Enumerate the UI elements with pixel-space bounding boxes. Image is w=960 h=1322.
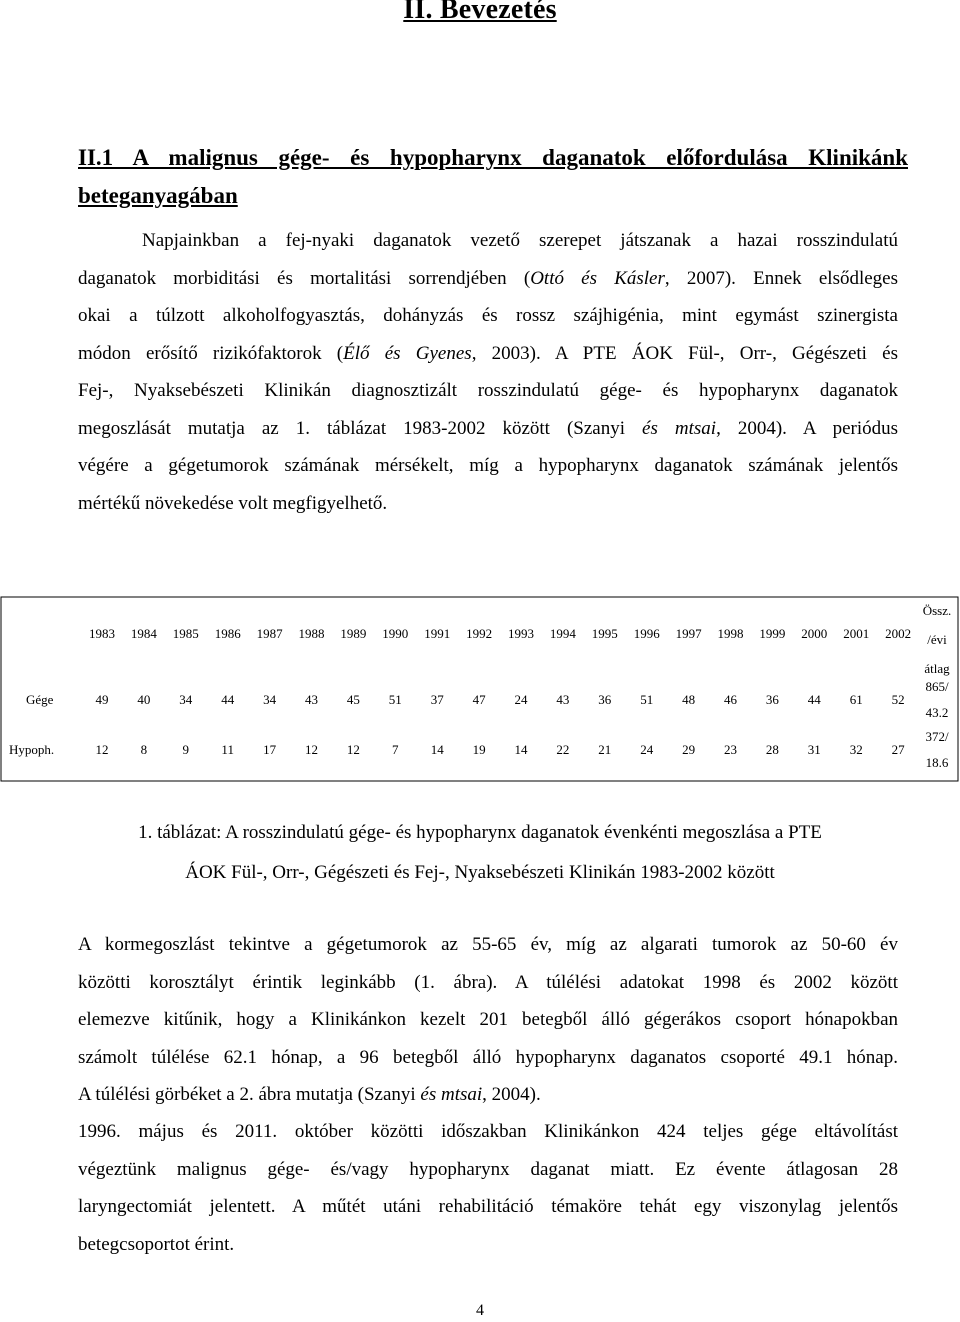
row-total-line: 865/ <box>925 679 949 694</box>
table-cell: 44 <box>221 692 235 707</box>
data-table <box>0 596 960 782</box>
text-line: számolt túlélése 62.1 hónap, a 96 betegből álló hypopharynx daganatos csoporté 49.1 hónap. <box>78 1046 898 1068</box>
table-cell: 51 <box>388 692 402 707</box>
year-header: 1989 <box>340 626 367 641</box>
year-header: 1991 <box>424 626 451 641</box>
table-cell: 11 <box>221 742 234 757</box>
text-line: Fej-, Nyaksebészeti Klinikán diagnosztizált rosszindulatú gége- és hypopharynx daganatok <box>78 380 898 401</box>
text-line: Napjainkban a fej-nyaki daganatok vezető szerepet játszanak a hazai rosszindulatú <box>142 230 898 251</box>
total-header-line: átlag <box>924 661 950 676</box>
year-header: 1999 <box>759 626 786 641</box>
year-header: 2001 <box>843 626 870 641</box>
caption-line: 1. táblázat: A rosszindulatú gége- és hypopharynx daganatok évenkénti megoszlása a PTE <box>138 822 822 843</box>
table-cell: 14 <box>514 742 528 757</box>
table-cell: 40 <box>137 692 151 707</box>
text-line: betegcsoportot érint. <box>78 1233 235 1255</box>
text-line: A túlélési görbéket a 2. ábra mutatja (Szanyi és mtsai, 2004). <box>78 1084 541 1105</box>
year-header: 1992 <box>466 626 493 641</box>
table-cell: 23 <box>724 742 737 757</box>
year-header: 1990 <box>382 626 409 641</box>
text-line: laryngectomiát jelentett. A műtét utáni rehabilitáció témaköre tehát egy viszonylag jelentős <box>78 1196 898 1217</box>
table-cell: 28 <box>765 742 779 757</box>
table-cell: 19 <box>472 742 486 757</box>
table-cell: 46 <box>724 692 737 707</box>
row-label: Gége <box>26 692 54 707</box>
table-cell: 24 <box>514 692 528 707</box>
section-heading: II.1 A malignus gége- és hypopharynx daganatok előfordulása Klinikánk beteganyagában <box>78 145 908 208</box>
table-cell: 7 <box>392 742 399 757</box>
row-total <box>911 724 960 776</box>
intro-paragraph <box>78 222 898 522</box>
table-cell: 45 <box>346 692 360 707</box>
table-cell: 21 <box>598 742 612 757</box>
total-header-line: /évi <box>927 632 947 647</box>
year-header: 2000 <box>801 626 828 641</box>
table-cell: 43 <box>556 692 570 707</box>
table-cell: 48 <box>682 692 696 707</box>
table-cell: 8 <box>140 742 148 757</box>
row-total-line: 372/ <box>925 729 949 744</box>
row-total-line: 43.2 <box>925 705 949 720</box>
text-line: mértékű növekedése volt megfigyelhető. <box>78 492 388 514</box>
table-cell: 36 <box>598 692 612 707</box>
text-line: 1996. május és 2011. október közötti időszakban Klinikánkon 424 teljes gége eltávolítást <box>78 1121 898 1142</box>
table-cell: 34 <box>179 692 193 707</box>
table-cell: 36 <box>765 692 779 707</box>
year-header: 1984 <box>130 626 157 641</box>
year-header: 1997 <box>675 626 702 641</box>
table-cell: 9 <box>182 742 190 757</box>
page-number: 4 <box>476 1302 484 1319</box>
caption-line: ÁOK Fül-, Orr-, Gégészeti és Fej-, Nyaksebészeti Klinikán 1983-2002 között <box>185 862 775 883</box>
year-header: 1994 <box>549 626 576 641</box>
table-cell: 29 <box>682 742 696 757</box>
year-header: 1987 <box>256 626 283 641</box>
row-total <box>911 674 960 726</box>
table-cell: 14 <box>430 742 444 757</box>
table-cell: 32 <box>849 742 863 757</box>
text-line: végeztünk malignus gége- és/vagy hypopharynx daganat miatt. Ez évente átlagosan 28 <box>78 1158 898 1180</box>
text-line: közötti korosztályt érintik leginkább (1. ábra). A túlélési adatokat 1998 és 2002 között <box>78 971 898 993</box>
year-header: 1995 <box>591 626 618 641</box>
total-header <box>911 596 960 683</box>
table-cell: 12 <box>95 742 109 757</box>
text-line: daganatok morbiditási és mortalitási sorrendjében (Ottó és Kásler, 2007). Ennek elsődleges <box>78 267 898 289</box>
table-cell: 44 <box>807 692 821 707</box>
table-cell: 37 <box>430 692 444 707</box>
table-cell: 43 <box>305 692 318 707</box>
year-header: 2002 <box>885 626 912 641</box>
year-header: 1983 <box>89 626 115 641</box>
table-cell: 12 <box>346 742 360 757</box>
table-cell: 34 <box>263 692 277 707</box>
laryngectomy-paragraph <box>78 1113 898 1263</box>
text-line: módon erősítő rizikófaktorok (Élő és Gyenes, 2003). A PTE ÁOK Fül-, Orr-, Gégészeti és <box>78 342 898 364</box>
text-line: elemezve kitűnik, hogy a Klinikánkon kezelt 201 betegből álló gégerákos csoport hónapokban <box>78 1009 898 1030</box>
table-cell: 52 <box>891 692 905 707</box>
age-survival-paragraph <box>78 926 898 1114</box>
table-cell: 27 <box>891 742 905 757</box>
table-cell: 17 <box>263 742 277 757</box>
year-header: 1986 <box>214 626 241 641</box>
year-header: 1988 <box>298 626 325 641</box>
page-title: II. Bevezetés <box>403 0 557 25</box>
row-label: Hypoph. <box>9 742 55 757</box>
table-caption <box>0 813 960 893</box>
table-cell: 12 <box>305 742 318 757</box>
table-cell: 61 <box>849 692 863 707</box>
text-line: végére a gégetumorok számának mérsékelt, míg a hypopharynx daganatok számának jelentős <box>78 455 898 476</box>
year-header: 1996 <box>633 626 660 641</box>
row-total-line: 18.6 <box>925 755 949 770</box>
year-header: 1985 <box>172 626 199 641</box>
table-cell: 49 <box>95 692 109 707</box>
total-header-line: Össz. <box>922 603 952 618</box>
text-line: megoszlását mutatja az 1. táblázat 1983-2002 között (Szanyi és mtsai, 2004). A periódus <box>78 417 899 439</box>
table-cell: 47 <box>472 692 486 707</box>
text-line: okai a túlzott alkoholfogyasztás, dohányzás és rossz szájhigénia, mint egymást szinergista <box>78 305 898 326</box>
table-cell: 51 <box>640 692 654 707</box>
year-header: 1998 <box>717 626 744 641</box>
table-cell: 31 <box>807 742 821 757</box>
year-header: 1993 <box>508 626 534 641</box>
text-line: A kormegoszlást tekintve a gégetumorok az 55-65 év, míg az algarati tumorok az 50-60 év <box>78 934 898 955</box>
table-cell: 22 <box>556 742 570 757</box>
table-cell: 24 <box>640 742 654 757</box>
